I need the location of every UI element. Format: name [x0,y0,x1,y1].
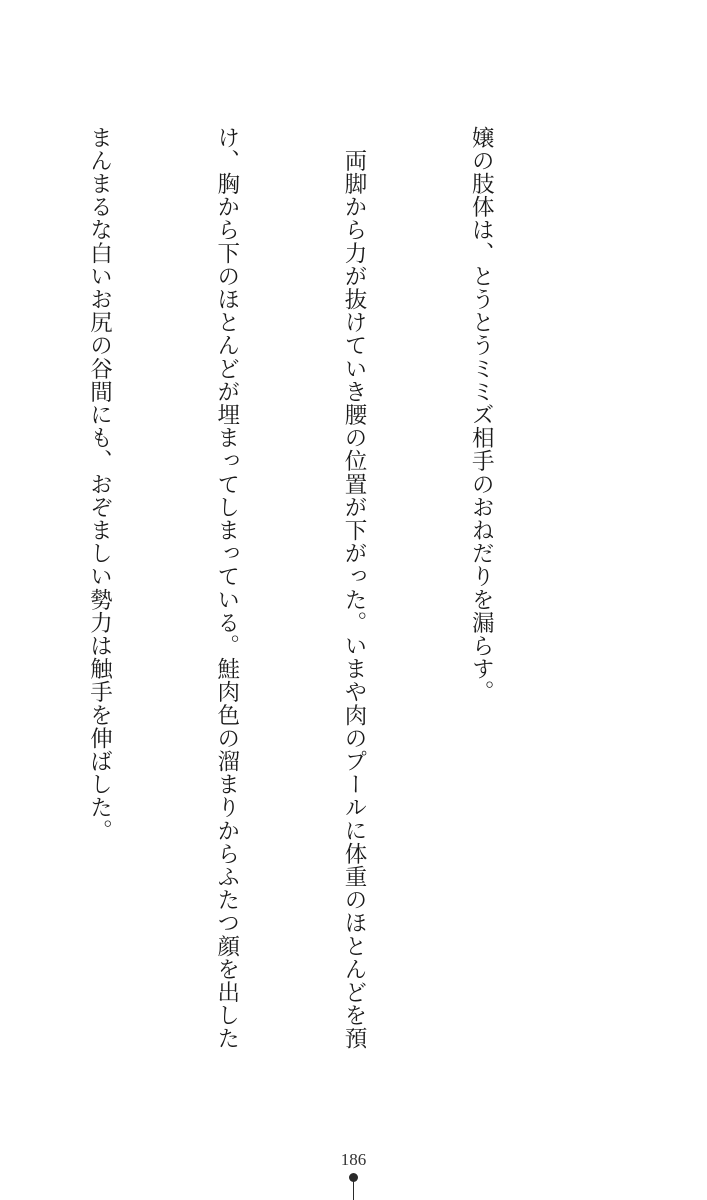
page-marker-icon [349,1173,358,1200]
text-line: け、胸から下のほとんどが埋まってしまっている。鮭肉色の溜まりからふたつ顔を出した [213,126,240,1050]
marker-line [353,1181,354,1200]
text-line: 嬢の肢体は、とうとうミミズ相手のおねだりを漏らす。 [468,126,495,704]
page-number: 186 [340,1150,367,1169]
vertical-text-body [0,126,587,1050]
text-line: まんまるな白いお尻の谷間にも、おぞましい勢力は触手を伸ばした。 [86,126,113,843]
text-line: 両脚から力が抜けていき腰の位置が下がった。いまや肉のプールに体重のほとんどを預 [340,126,367,1050]
